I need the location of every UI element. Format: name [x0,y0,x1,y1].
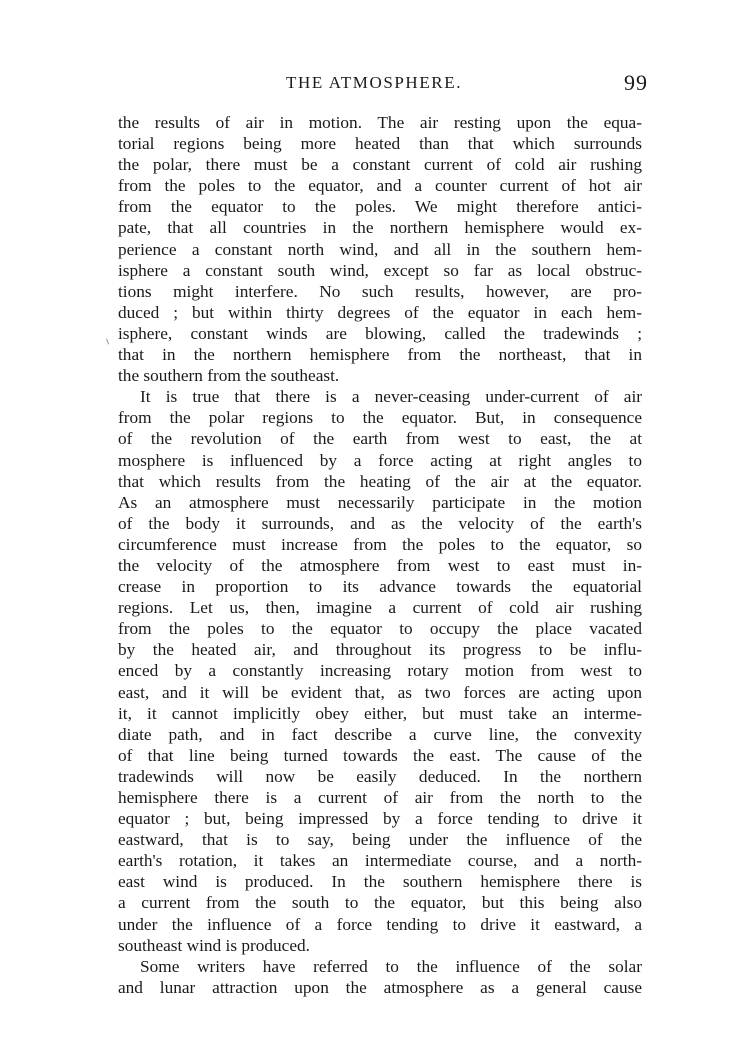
text-line: circumference must increase from the poles to the equator, so [118,534,642,554]
text-line: by the heated air, and throughout its progress to be influ- [118,640,642,660]
text-line: of the body it surrounds, and as the velocity of the earth's [118,513,642,533]
text-line: east wind is produced. In the southern hemisphere there is [118,872,642,892]
text-line: that which results from the heating of the air at the equator. [118,471,642,491]
text-line: and lunar attraction upon the atmosphere as a general cause [118,977,642,997]
page-header [118,70,648,101]
text-line: tions might interfere. No such results, however, are pro- [118,281,642,301]
text-line: duced ; but within thirty degrees of the equator in each hem- [118,302,642,322]
body-text [118,112,642,998]
paragraph [118,112,642,386]
text-line: It is true that there is a never-ceasing under-current of air [140,387,642,407]
text-line: isphere, constant winds are blowing, called the tradewinds ; [118,323,642,343]
text-line: diate path, and in fact describe a curve line, the convexity [118,724,642,744]
text-line: torial regions being more heated than that which surrounds [118,134,642,154]
text-line: hemisphere there is a current of air from the north to the [118,788,642,807]
text-line: it, it cannot implicitly obey either, but must take an interme- [118,703,642,723]
text-line: southeast wind is produced. [118,935,310,955]
text-line: that in the northern hemisphere from the northeast, that in [118,345,642,365]
text-line: As an atmosphere must necessarily participate in the motion [118,492,642,512]
text-line: crease in proportion to its advance towards the equatorial [118,577,642,597]
text-line: regions. Let us, then, imagine a current of cold air rushing [118,598,642,618]
running-head: THE ATMOSPHERE. [286,73,463,92]
stray-ink-mark [106,337,112,344]
text-line: equator ; but, being impressed by a force tending to drive it [118,809,642,829]
text-line: isphere a constant south wind, except so far as local obstruc- [118,260,642,280]
text-line: enced by a constantly increasing rotary motion from west to [118,661,642,681]
text-line: from the poles to the equator, and a counter current of hot air [118,176,642,196]
text-line: the velocity of the atmosphere from west to east must in- [118,555,642,575]
text-line: eastward, that is to say, being under the influence of the [118,830,642,850]
paragraph [118,386,642,956]
text-line: a current from the south to the equator, but this being also [118,893,642,913]
text-line: perience a constant north wind, and all in the southern hem- [118,239,642,259]
text-line: tradewinds will now be easily deduced. In the northern [118,766,642,786]
page-number: 99 [624,70,648,95]
text-line: Some writers have referred to the influence of the solar [140,956,642,976]
paragraph [118,956,642,998]
text-line: earth's rotation, it takes an intermediate course, and a north- [118,851,642,871]
text-line: the polar, there must be a constant current of cold air rushing [118,155,642,175]
text-line: from the equator to the poles. We might therefore antici- [118,197,642,217]
text-line: of that line being turned towards the east. The cause of the [118,745,642,765]
text-line: from the poles to the equator to occupy the place vacated [118,619,642,639]
text-line: from the polar regions to the equator. But, in consequence [118,408,642,428]
text-line: the results of air in motion. The air resting upon the equa- [118,113,642,132]
text-line: pate, that all countries in the northern hemisphere would ex- [118,218,642,238]
text-line: of the revolution of the earth from west to east, the at [118,429,642,449]
text-line: mosphere is influenced by a force acting at right angles to [118,450,642,470]
text-line: east, and it will be evident that, as two forces are acting upon [118,682,642,702]
text-line: under the influence of a force tending to drive it eastward, a [118,914,642,934]
text-line: the southern from the southeast. [118,366,340,386]
